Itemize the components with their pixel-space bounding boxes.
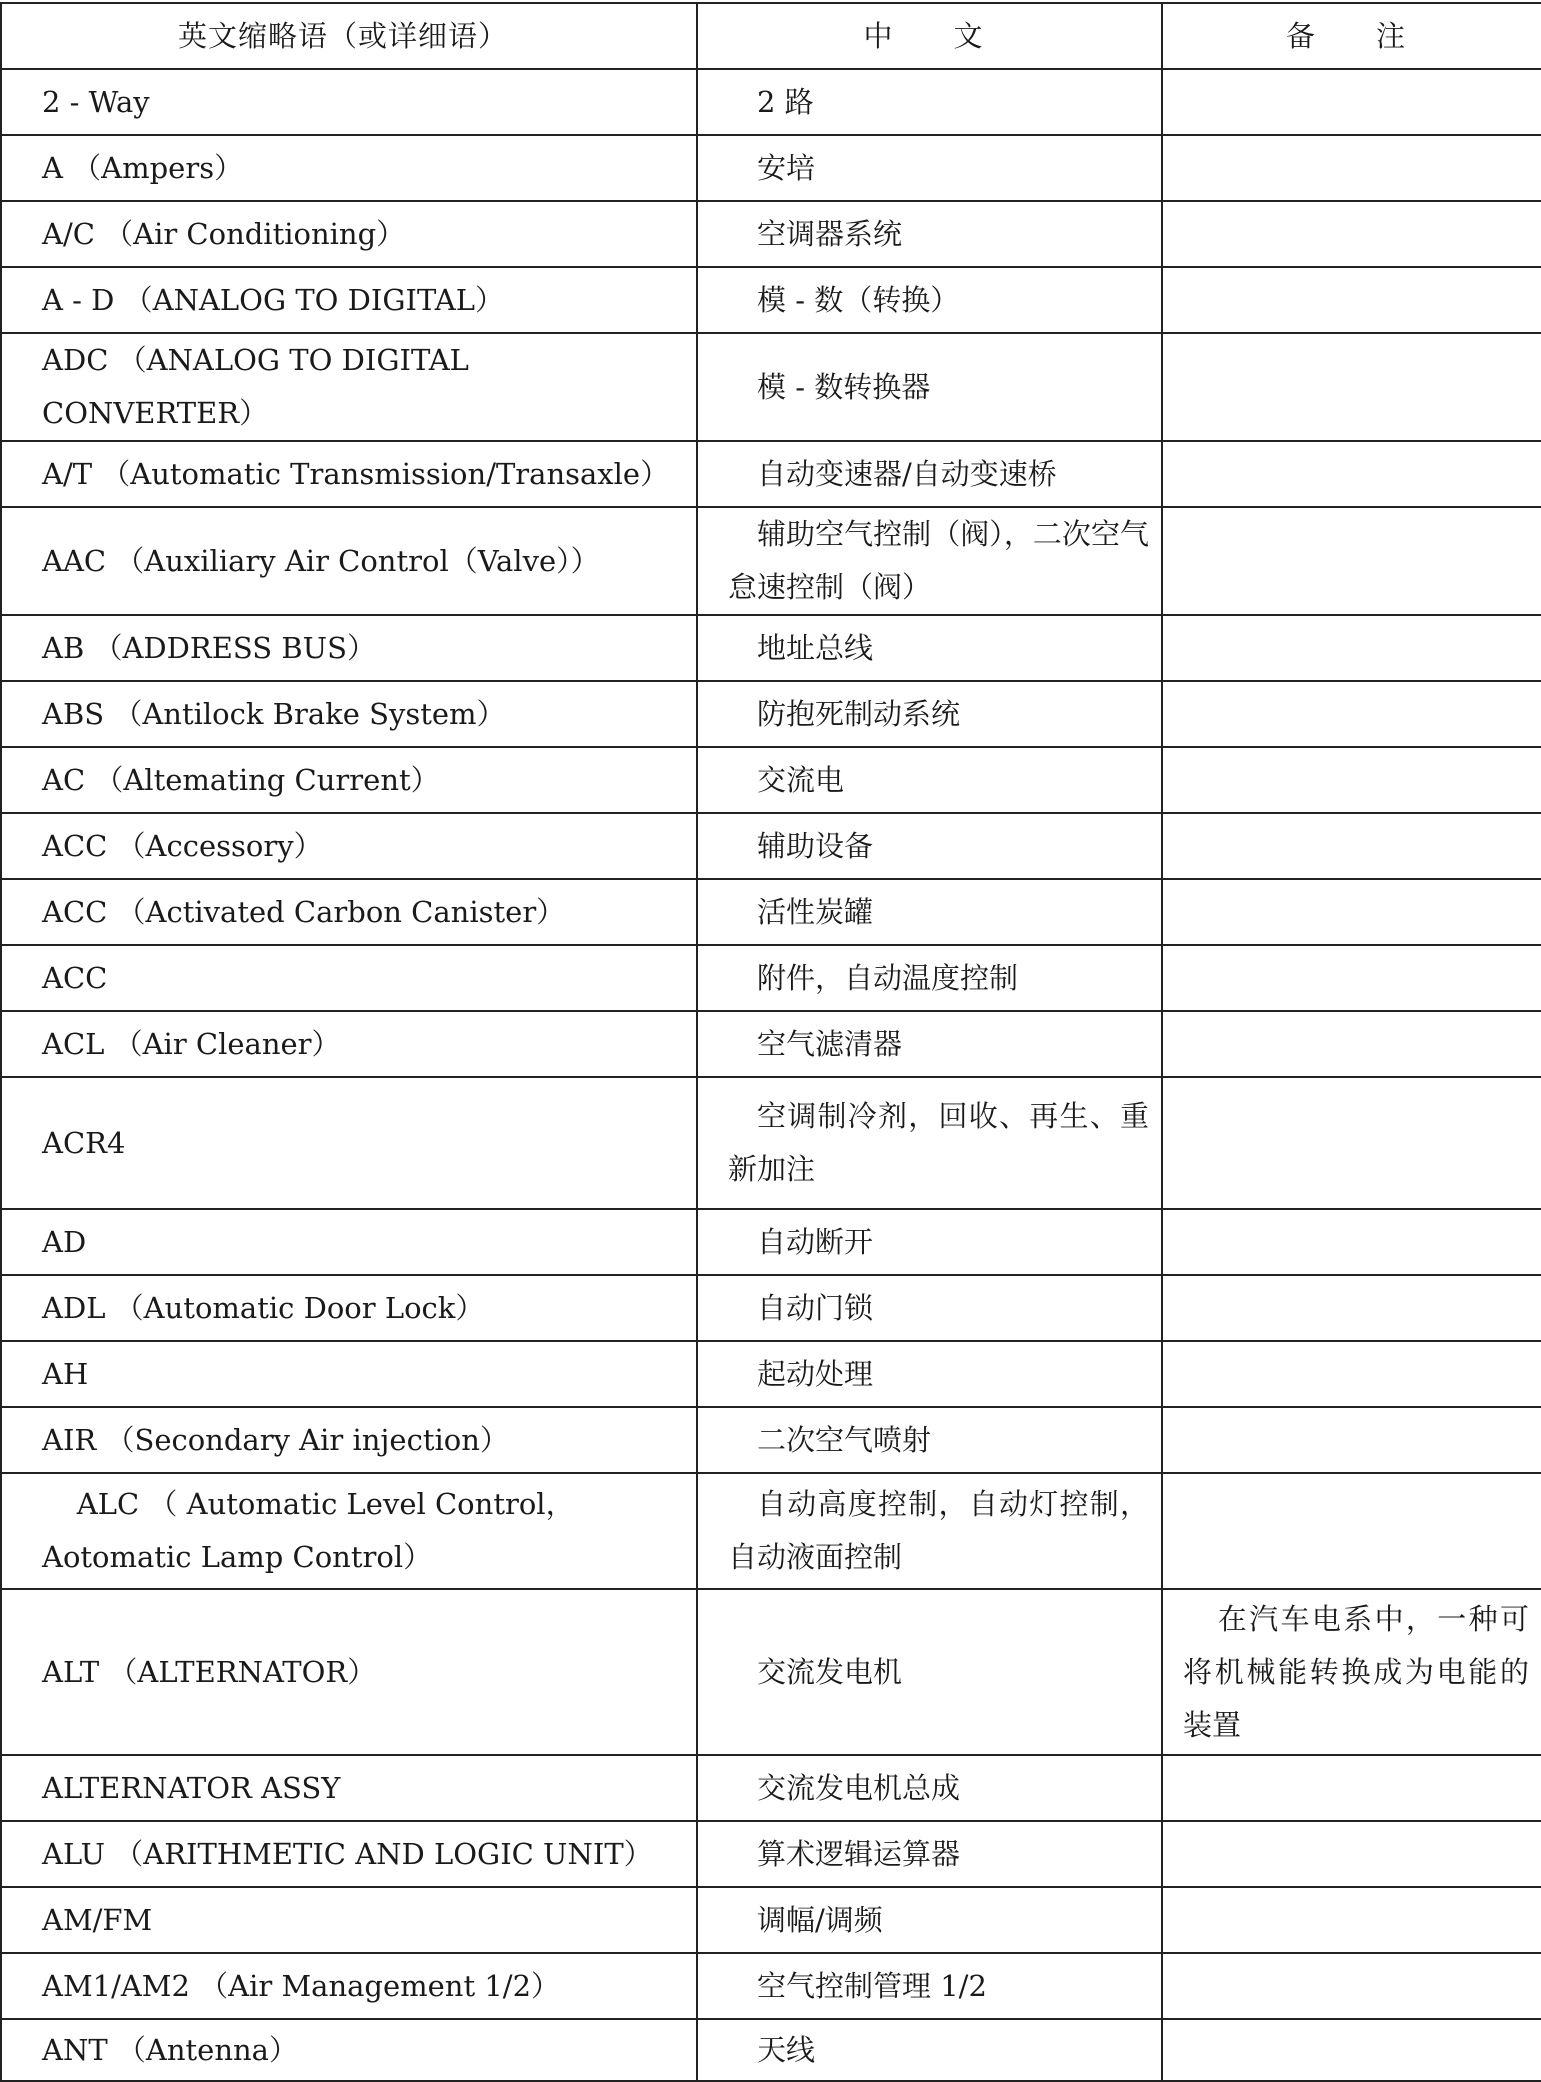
- table-row: [1, 441, 1541, 507]
- header-remarks: 备 注: [1162, 3, 1541, 69]
- table-row: [1, 135, 1541, 201]
- remark-cell: [1162, 2019, 1541, 2081]
- table-row: [1, 1821, 1541, 1887]
- table-row: [1, 1473, 1541, 1589]
- chinese-cell: 空调制冷剂，回收、再生、重新加注: [697, 1077, 1162, 1209]
- table-row: [1, 681, 1541, 747]
- table-row: [1, 945, 1541, 1011]
- chinese-cell: 交流电: [697, 747, 1162, 813]
- remark-cell: [1162, 681, 1541, 747]
- remark-cell: [1162, 1407, 1541, 1473]
- table-row: [1, 1755, 1541, 1821]
- chinese-cell: 附件，自动温度控制: [697, 945, 1162, 1011]
- english-cell: AD: [1, 1209, 697, 1275]
- remark-cell: [1162, 135, 1541, 201]
- english-cell: ACR4: [1, 1077, 697, 1209]
- table-row: [1, 813, 1541, 879]
- english-cell: AM1/AM2 （Air Management 1/2）: [1, 1953, 697, 2019]
- remark-cell: [1162, 1953, 1541, 2019]
- remark-cell: [1162, 1821, 1541, 1887]
- remark-cell: [1162, 1011, 1541, 1077]
- english-cell: ACL （Air Cleaner）: [1, 1011, 697, 1077]
- remark-cell: [1162, 441, 1541, 507]
- english-cell: A/C （Air Conditioning）: [1, 201, 697, 267]
- chinese-cell: 起动处理: [697, 1341, 1162, 1407]
- table-row: [1, 747, 1541, 813]
- table-row: [1, 2019, 1541, 2081]
- remark-cell: [1162, 507, 1541, 615]
- english-cell: 2 - Way: [1, 69, 697, 135]
- english-cell: ABS （Antilock Brake System）: [1, 681, 697, 747]
- chinese-cell: 辅助设备: [697, 813, 1162, 879]
- chinese-cell: 空调器系统: [697, 201, 1162, 267]
- english-cell: A - D （ANALOG TO DIGITAL）: [1, 267, 697, 333]
- chinese-cell: 活性炭罐: [697, 879, 1162, 945]
- remark-cell: [1162, 1887, 1541, 1953]
- english-cell: ADL （Automatic Door Lock）: [1, 1275, 697, 1341]
- table-row: [1, 1275, 1541, 1341]
- remark-cell: [1162, 69, 1541, 135]
- remark-cell: [1162, 333, 1541, 441]
- chinese-cell: 辅助空气控制（阀），二次空气怠速控制（阀）: [697, 507, 1162, 615]
- remark-cell: [1162, 1275, 1541, 1341]
- remark-cell: [1162, 267, 1541, 333]
- english-cell: ALT （ALTERNATOR）: [1, 1589, 697, 1755]
- table-row: [1, 1407, 1541, 1473]
- table-row: [1, 1011, 1541, 1077]
- english-cell: A （Ampers）: [1, 135, 697, 201]
- chinese-cell: 模 - 数转换器: [697, 333, 1162, 441]
- chinese-cell: 天线: [697, 2019, 1162, 2081]
- english-cell: AB （ADDRESS BUS）: [1, 615, 697, 681]
- english-cell: ALC （ Automatic Level Control， Aotomatic Lamp Control）: [1, 1473, 697, 1589]
- remark-cell: [1162, 945, 1541, 1011]
- chinese-cell: 空气控制管理 1/2: [697, 1953, 1162, 2019]
- remark-cell: [1162, 1473, 1541, 1589]
- header-english-abbreviation: 英文缩略语（或详细语）: [1, 3, 697, 69]
- table-row: [1, 1589, 1541, 1755]
- remark-cell: [1162, 1077, 1541, 1209]
- remark-cell: [1162, 1341, 1541, 1407]
- table-row: [1, 69, 1541, 135]
- chinese-cell: 地址总线: [697, 615, 1162, 681]
- english-cell: ALTERNATOR ASSY: [1, 1755, 697, 1821]
- remark-cell: [1162, 747, 1541, 813]
- table-row: [1, 201, 1541, 267]
- table-row: [1, 1887, 1541, 1953]
- english-cell: ALU （ARITHMETIC AND LOGIC UNIT）: [1, 1821, 697, 1887]
- english-cell: AC （Altemating Current）: [1, 747, 697, 813]
- english-cell: ACC （Accessory）: [1, 813, 697, 879]
- abbreviation-table: [0, 2, 1541, 2082]
- chinese-cell: 防抱死制动系统: [697, 681, 1162, 747]
- english-cell: AM/FM: [1, 1887, 697, 1953]
- english-cell: AAC （Auxiliary Air Control（Valve））: [1, 507, 697, 615]
- english-cell: ADC （ANALOG TO DIGITAL CONVERTER）: [1, 333, 697, 441]
- table-row: [1, 1077, 1541, 1209]
- header-row: [1, 3, 1541, 69]
- header-chinese: 中 文: [697, 3, 1162, 69]
- english-cell: ACC （Activated Carbon Canister）: [1, 879, 697, 945]
- chinese-cell: 空气滤清器: [697, 1011, 1162, 1077]
- chinese-cell: 自动变速器/自动变速桥: [697, 441, 1162, 507]
- remark-cell: [1162, 1209, 1541, 1275]
- table-row: [1, 1209, 1541, 1275]
- table-row: [1, 507, 1541, 615]
- remark-cell: [1162, 879, 1541, 945]
- chinese-cell: 自动高度控制，自动灯控制，自动液面控制: [697, 1473, 1162, 1589]
- chinese-cell: 交流发电机: [697, 1589, 1162, 1755]
- english-cell: ANT （Antenna）: [1, 2019, 697, 2081]
- chinese-cell: 二次空气喷射: [697, 1407, 1162, 1473]
- chinese-cell: 模 - 数（转换）: [697, 267, 1162, 333]
- table-row: [1, 1953, 1541, 2019]
- remark-cell: [1162, 201, 1541, 267]
- chinese-cell: 调幅/调频: [697, 1887, 1162, 1953]
- table-row: [1, 615, 1541, 681]
- chinese-cell: 自动门锁: [697, 1275, 1162, 1341]
- table-body: [1, 69, 1541, 2081]
- table-header: [1, 3, 1541, 69]
- chinese-cell: 2 路: [697, 69, 1162, 135]
- english-cell: AH: [1, 1341, 697, 1407]
- remark-cell: [1162, 1755, 1541, 1821]
- table-row: [1, 1341, 1541, 1407]
- chinese-cell: 自动断开: [697, 1209, 1162, 1275]
- chinese-cell: 安培: [697, 135, 1162, 201]
- remark-cell: [1162, 813, 1541, 879]
- table-row: [1, 879, 1541, 945]
- english-cell: ACC: [1, 945, 697, 1011]
- table-row: [1, 333, 1541, 441]
- chinese-cell: 算术逻辑运算器: [697, 1821, 1162, 1887]
- remark-cell: [1162, 615, 1541, 681]
- english-cell: AIR （Secondary Air injection）: [1, 1407, 697, 1473]
- english-cell: A/T （Automatic Transmission/Transaxle）: [1, 441, 697, 507]
- table-row: [1, 267, 1541, 333]
- chinese-cell: 交流发电机总成: [697, 1755, 1162, 1821]
- remark-cell: 在汽车电系中，一种可将机械能转换成为电能的装置: [1162, 1589, 1541, 1755]
